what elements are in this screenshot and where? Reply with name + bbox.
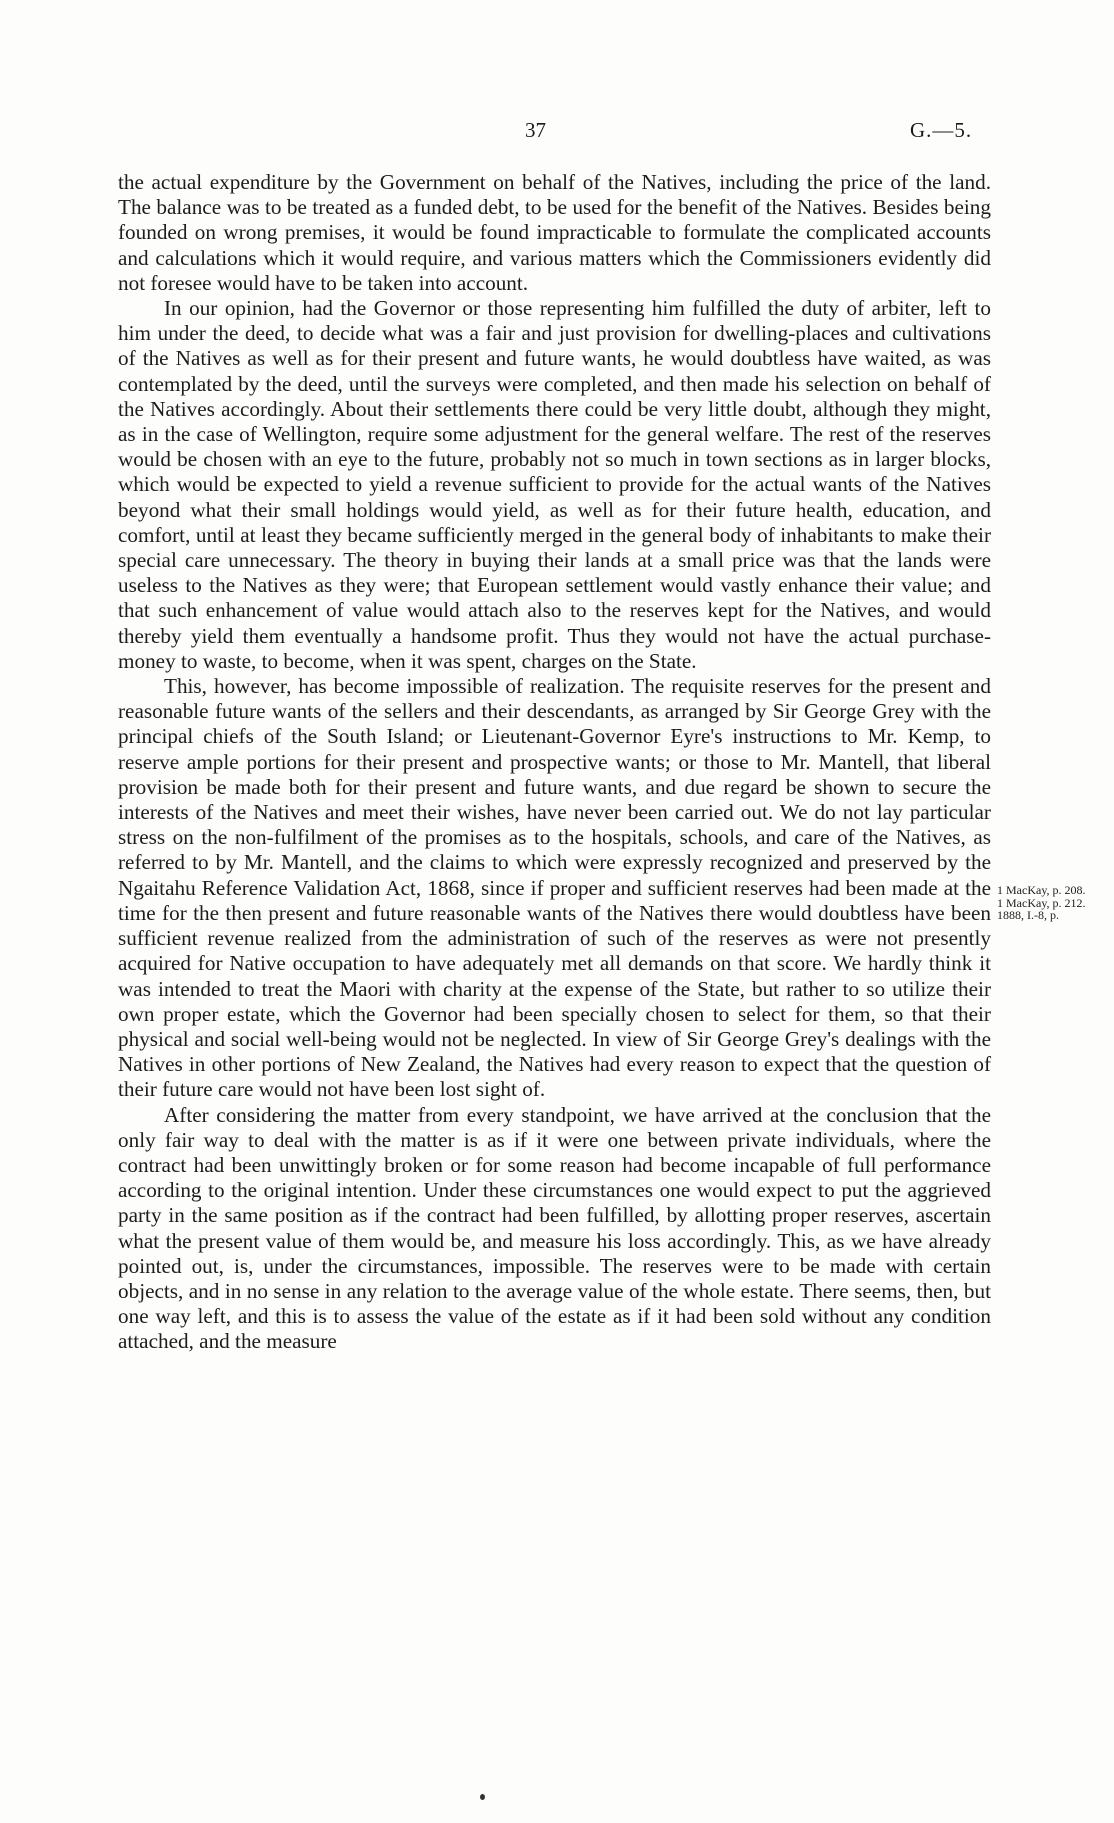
body-text <box>118 170 991 1355</box>
margin-note: 1888, I.-8, p. <box>997 908 1059 922</box>
paragraph: In our opinion, had the Governor or those representing him fulfilled the duty of arbiter, left to him under the deed, to decide what was a fair and just provision for dwelling-places and cultivations of the Natives as well as for their present and future wants, he would doubtless have waited, as was contemplated by the deed, until the surveys were completed, and then made his selection on behalf of the Natives accordingly. About their settlements there could be very little doubt, although they might, as in the case of Wellington, require some adjustment for the general welfare. The rest of the reserves would be chosen with an eye to the future, probably not so much in town sections as in larger blocks, which would be expected to yield a revenue sufficient to provide for the actual wants of the Natives beyond what their small holdings would yield, as well as for their future health, education, and comfort, until at least they became sufficiently merged in the general body of inhabitants to make their special care unnecessary. The theory in buying their lands at a small price was that the lands were useless to the Natives as they were; that European settlement would vastly enhance their value; and that such enhancement of value would attach also to the reserves kept for the Natives, and would thereby yield them eventually a handsome profit. Thus they would not have the actual purchase-money to waste, to become, when it was spent, charges on the State. <box>118 296 991 673</box>
paragraph: This, however, has become impossible of realization. The requisite reserves for the present and reasonable future wants of the sellers and their descendants, as arranged by Sir George Grey with the principal chiefs of the South Island; or Lieutenant-Governor Eyre's instructions to Mr. Kemp, to reserve ample portions for their present and prospective wants; or those to Mr. Mantell, that liberal provision be made both for their present and future wants, and due regard be shown to secure the interests of the Natives and meet their wishes, have never been carried out. We do not lay particular stress on the non-fulfilment of the promises as to the hospitals, schools, and care of the Natives, as referred to by Mr. Mantell, and the claims to which were expressly recognized and preserved by the Ngaitahu Reference Validation Act, 1868, since if proper and sufficient reserves had been made at the time for the then present and future reasonable wants of the Natives there would doubtless have been sufficient revenue realized from the administration of such of the reserves as were not presently acquired for Native occupation to have adequately met all demands on that score. We hardly think it was intended to treat the Maori with charity at the expense of the State, but rather to so utilize their own proper estate, which the Governor had been specially chosen to select for them, so that their physical and social well-being would not be neglected. In view of Sir George Grey's dealings with the Natives in other portions of New Zealand, the Natives had every reason to expect that the question of their future care would not have been lost sight of. <box>118 674 991 1102</box>
margin-notes <box>997 884 1107 922</box>
paragraph-continued: the actual expenditure by the Government on behalf of the Natives, including the price of the land. The balance was to be treated as a funded debt, to be used for the benefit of the Natives. Besides being founded on wrong premises, it would be found impracticable to formulate the complicated accounts and calculations which it would require, and various matters which the Commissioners evidently did not foresee would have to be taken into account. <box>118 170 991 295</box>
margin-note: 1 MacKay, p. 208. <box>997 883 1086 897</box>
page-header <box>0 118 1114 148</box>
page-number: 37 <box>525 118 546 142</box>
page-mark <box>480 1794 485 1800</box>
document-reference: G.—5. <box>910 118 973 142</box>
paragraph: After considering the matter from every standpoint, we have arrived at the conclusion that the only fair way to deal with the matter is as if it were one between private individuals, where the contract had been unwittingly broken or for some reason had become incapable of full performance according to the original intention. Under these circumstances one would expect to put the aggrieved party in the same position as if the contract had been fulfilled, by allotting proper reserves, ascertain what the present value of them would be, and measure his loss accordingly. This, as we have already pointed out, is, under the circumstances, impossible. The reserves were to be made with certain objects, and in no sense in any relation to the average value of the whole estate. There seems, then, but one way left, and this is to assess the value of the estate as if it had been sold without any condition attached, and the measure <box>118 1102 991 1354</box>
margin-note: 1 MacKay, p. 212. <box>997 895 1086 910</box>
